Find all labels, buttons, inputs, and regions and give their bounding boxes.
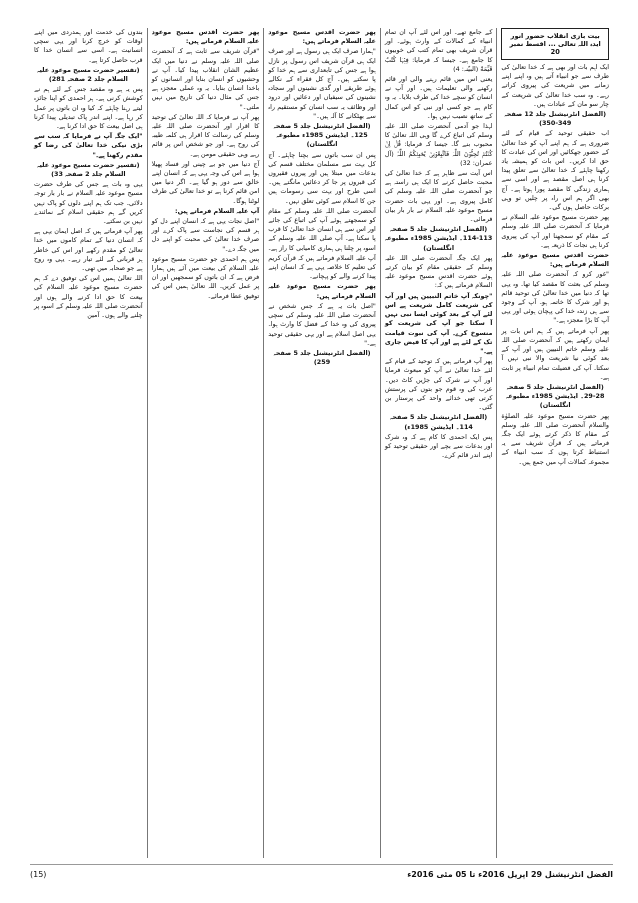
body-paragraph: ﭘﮭﺮ ﺁﭖ ﻓﺮﻣﺎﺗﮯ ﮨﯿﮟ ﮐﮧ ﮨﻢ ﺍﺱ ﺑﺎﺕ ﭘﺮ ﺍﯾﻤﺎﻥ ﺭﮐﮭﺘﮯ ﮨﯿﮟ ﮐﮧ ﺁﻧﺤﻀﺮﺕ ﺻﻠﯽ ﺍﻟﻠﮧ ﻋﻠﯿﮧ ﻭﺳﻠﻢ ﺧﺎﺗﻢ ﺍﻟﻨﺒﯿﯿﻦ ﮨﯿﮟ ﺍﻭﺭ ﺁﭖ ﮐﮯ ﺑﻌﺪ ﮐﻮﺋﯽ ﻧﯿﺎ ﺷﺮﯾﻌﺖ ﻭﺍﻻ ﻧﺒﯽ ﻧﮩﯿﮟ ﺁ ﺳﮑﺘﺎ۔ ﺁﭖ ﮐﯽ ﻓﻀﯿﻠﺖ ﺗﻤﺎﻡ ﺍﻧﺒﯿﺎﺀ ﭘﺮ ﺛﺎﺑﺖ ﮨﮯ۔ xyxy=(501,326,609,381)
article-column-4 xyxy=(147,28,264,858)
quote-paragraph: ﭘﮭﺮ ﺣﻀﺮﺕ ﺍﻗﺪﺱ ﻣﺴﯿﺢ ﻣﻮﻋﻮﺩ ﻋﻠﯿﮧ ﺍﻟﺴﻼﻡ ﻓﺮﻣﺎﺗﮯ ﮨﯿﮟ: xyxy=(268,28,376,46)
column-text xyxy=(385,28,493,460)
quote-paragraph: ﺁﭖ ﻋﻠﯿﮧ ﺍﻟﺴﻼﻡ ﻓﺮﻣﺎﺗﮯ ﮨﯿﮟ: xyxy=(175,206,260,215)
quote-paragraph: ﺣﻀﺮﺕ ﺍﻗﺪﺱ ﻣﺴﯿﺢ ﻣﻮﻋﻮﺩ ﻋﻠﯿﮧ ﺍﻟﺴﻼﻡ ﻓﺮﻣﺎﺗﮯ ﮨﯿﮟ: xyxy=(501,251,609,269)
page-footer xyxy=(30,864,613,881)
body-paragraph: ﺍﯾﮏ ﺍﮨﻢ ﺑﺎﺕ ﺍﻭﺭ ﺑﮭﯽ ﮨﮯ ﮐﮧ ﺧﺪﺍ ﺗﻌﺎﻟﯽٰ ﮐﯽ ﻃﺮﻑ ﺳﮯ ﺟﻮ ﺍﻧﺒﯿﺎﺀ ﺁﺗﮯ ﮨﯿﮟ ﻭﮦ ﺍﭘﻨﮯ ﺍﭘﻨﮯ ﺯﻣﺎﻧﮯ ﻣﯿﮟ ﺷﺮﯾﻌﺖ ﮐﯽ ﭘﯿﺮﻭﯼ ﮐﺮﺍﺗﮯ ﺭﮨﮯ۔ ﻭﮦ ﺳﺐ ﺧﺪﺍ ﺗﻌﺎﻟﯽٰ ﮐﯽ ﺷﺮﯾﻌﺖ ﮐﮯ ﭼﺎﺭ ﺳﻮ ﻣﺎﻥ ﮐﮯ ﻋﺒﺎﺩﺍﺕ ﮨﯿﮟ۔ xyxy=(501,63,609,108)
column-text xyxy=(152,28,260,301)
column-text xyxy=(501,63,609,467)
body-paragraph: ﭘﺲ ﯾﮧ ﮨﮯ ﻭﮦ ﻣﻘﺼﺪ ﺟﺲ ﮐﮯ ﻟﺌﮯ ﮨﻢ ﻧﮯ ﮐﻮﺷﺶ ﮐﺮﻧﯽ ﮨﮯ۔ ﮨﺮ ﺍﺣﻤﺪﯼ ﮐﻮ ﺍﭘﻨﺎ ﺟﺎﺋﺰﮦ ﻟﯿﺘﮯ ﺭﮨﻨﺎ ﭼﺎﮨﺌﮯ ﮐﮧ ﮐﯿﺎ ﻭﮦ ﺍﻥ ﺑﺎﺗﻮﮞ ﭘﺮ ﻋﻤﻞ ﮐﺮ ﺭﮨﺎ ﮨﮯ۔ ﺍﭘﻨﮯ ﺍﻧﺪﺭ ﭘﺎﮎ ﺗﺒﺪﯾﻠﯽ ﭘﯿﺪﺍ ﮐﺮﻧﺎ ﮨﯽ ﺍﺻﻞ ﺑﯿﻌﺖ ﮐﺎ ﺣﻖ ﺍﺩﺍ ﮐﺮﻧﺎ ﮨﮯ۔ xyxy=(34,85,143,131)
reference-citation: (ﺍﻟﻔﻀﻞ ﺍﻧﭩﺮﻧﯿﺸﻨﻞ ﺟﻠﺪ 5 ﺻﻔﺤﮧ 28-29۔ ﺍﯾﮉﯾﺸﻦ 1985ﺀ ﻣﻄﺒﻮﻋﮧ ﺍﻧﮕﻠﺴﺘﺎﻥ) xyxy=(505,382,605,410)
body-paragraph: ﭘﮭﺮ ﺁﭖ ﻓﺮﻣﺎﺗﮯ ﮨﯿﮟ ﮐﮧ ﺍﺻﻞ ﺍﯾﻤﺎﻥ ﯾﮩﯽ ﮨﮯ ﮐﮧ ﺍﻧﺴﺎﻥ ﺩﻧﯿﺎ ﮐﮯ ﺗﻤﺎﻡ ﮐﺎﻣﻮﮞ ﻣﯿﮟ ﺧﺪﺍ ﺗﻌﺎﻟﯽٰ ﮐﻮ ﻣﻘﺪﻡ ﺭﮐﮭﮯ ﺍﻭﺭ ﺍﺱ ﮐﯽ ﺧﺎﻃﺮ ﮨﺮ ﻗﺮﺑﺎﻧﯽ ﮐﮯ ﻟﺌﮯ ﺗﯿﺎﺭ ﺭﮨﮯ۔ ﯾﮩﯽ ﻭﮦ ﺭﻭﺡ ﮨﮯ ﺟﻮ ﺻﺤﺎﺑﮧ ﻣﯿﮟ ﺗﮭﯽ۔ xyxy=(34,227,143,273)
body-paragraph: "ﺍﺻﻞ ﺑﺎﺕ ﯾﮧ ﮨﮯ ﮐﮧ ﺟﺲ ﺷﺨﺺ ﻧﮯ ﺁﻧﺤﻀﺮﺕ ﺻﻠﯽ ﺍﻟﻠﮧ ﻋﻠﯿﮧ ﻭﺳﻠﻢ ﮐﯽ ﺳﭽﯽ ﭘﯿﺮﻭﯼ ﮐﯽ ﻭﮦ ﺧﺪﺍ ﮐﮯ ﻓﻀﻞ ﮐﺎ ﻭﺍﺭﺙ ﮨﻮﺍ۔ ﯾﮩﯽ ﺍﺻﻞ ﺍﺳﻼﻡ ﮨﮯ ﺍﻭﺭ ﯾﮩﯽ ﺣﻘﯿﻘﯽ ﺗﻮﺣﯿﺪ ﮨﮯ۔" xyxy=(268,301,376,347)
body-paragraph: ﭘﮭﺮ ﺁﭖ ﻓﺮﻣﺎﺗﮯ ﮨﯿﮟ ﮐﮧ ﺗﻮﺣﯿﺪ ﮐﮯ ﻗﯿﺎﻡ ﮐﮯ ﻟﺌﮯ ﺧﺪﺍ ﺗﻌﺎﻟﯽٰ ﻧﮯ ﺁﭖ ﮐﻮ ﻣﺒﻌﻮﺙ ﻓﺮﻣﺎﯾﺎ ﺍﻭﺭ ﺁﭖ ﻧﮯ ﺷﺮﮎ ﮐﯽ ﺟﮍﯾﮟ ﮐﺎﭦ ﺩﯾﮟ۔ ﻋﺮﺏ ﮐﯽ ﻭﮦ ﻗﻮﻡ ﺟﻮ ﺑﺘﻮﮞ ﮐﯽ ﭘﺮﺳﺘﺶ ﮐﺮﺗﯽ ﺗﮭﯽ ﺧﺪﺍﺋﮯ ﻭﺍﺣﺪ ﮐﯽ ﭘﺮﺳﺘﺎﺭ ﺑﻦ ﮔﺌﯽ۔ xyxy=(384,357,493,412)
column-text xyxy=(34,28,143,320)
body-paragraph: ﭘﺲ ﺍﻥ ﺳﺐ ﺑﺎﺗﻮﮞ ﺳﮯ ﺑﭽﻨﺎ ﭼﺎﮨﺌﮯ۔ ﺁﺝ ﮐﻞ ﺑﮩﺖ ﺳﮯ ﻣﺴﻠﻤﺎﻥ ﻣﺨﺘﻠﻒ ﻗﺴﻢ ﮐﯽ ﺑﺪﻋﺎﺕ ﻣﯿﮟ ﻣﺒﺘﻼ ﮨﯿﮟ ﺍﻭﺭ ﭘﯿﺮﻭﮞ ﻓﻘﯿﺮﻭﮞ ﮐﯽ ﻗﺒﺮﻭﮞ ﭘﺮ ﺟﺎ ﮐﺮ ﺩﻋﺎﺋﯿﮟ ﻣﺎﻧﮕﺘﮯ ﮨﯿﮟ۔ ﺍﺳﯽ ﻃﺮﺡ ﺍﻭﺭ ﺑﮩﺖ ﺳﯽ ﺭﺳﻮﻣﺎﺕ ﮨﯿﮟ ﺟﻦ ﮐﺎ ﺍﺳﻼﻡ ﺳﮯ ﮐﻮﺋﯽ ﺗﻌﻠﻖ ﻧﮩﯿﮟ۔ xyxy=(268,150,376,205)
article-column-1 xyxy=(496,28,613,858)
body-paragraph: ﺍﺏ ﺣﻘﯿﻘﯽ ﺗﻮﺣﯿﺪ ﮐﮯ ﻗﯿﺎﻡ ﮐﮯ ﻟﺌﮯ ﺿﺮﻭﺭﯼ ﮨﮯ ﮐﮧ ﮨﻢ ﺍﭘﻨﮯ ﺁﭖ ﮐﻮ ﺧﺪﺍ ﺗﻌﺎﻟﯽٰ ﮐﮯ ﺣﻀﻮﺭ ﺟﮭﮑﺎﺋﯿﮟ ﺍﻭﺭ ﺍﺱ ﮐﯽ ﻋﺒﺎﺩﺕ ﮐﺎ ﺣﻖ ﺍﺩﺍ ﮐﺮﯾﮟ۔ ﺍﺱ ﺑﺎﺕ ﮐﻮ ﮨﻤﯿﺸﮧ ﯾﺎﺩ ﺭﮐﮭﻨﺎ ﭼﺎﮨﺌﮯ ﮐﮧ ﺧﺪﺍ ﺗﻌﺎﻟﯽٰ ﺳﮯ ﺗﻌﻠﻖ ﭘﯿﺪﺍ ﮐﺮﻧﺎ ﮨﯽ ﺍﺻﻞ ﻣﻘﺼﺪ ﮨﮯ ﺍﻭﺭ ﺍﺳﯽ ﺳﮯ ﮨﻤﺎﺭﯼ ﺯﻧﺪﮔﯽ ﮐﺎ ﻣﻘﺼﺪ ﭘﻮﺭﺍ ﮨﻮﺗﺎ ﮨﮯ۔ ﺁﺝ ﺑﮭﯽ ﺍﮔﺮ ﮨﻢ ﺍﺱ ﺭﺍﮦ ﭘﺮ ﭼﻠﯿﮟ ﺗﻮ ﻭﮨﯽ ﺑﺮﮐﺎﺕ ﺣﺎﺻﻞ ﮨﻮﮞ ﮔﯽ۔ xyxy=(501,129,609,212)
article-column-3 xyxy=(263,28,380,858)
body-paragraph: ﺍﺱ ﺁﯾﺖ ﺳﮯ ﻇﺎﮨﺮ ﮨﮯ ﮐﮧ ﺧﺪﺍ ﺗﻌﺎﻟﯽٰ ﮐﯽ ﻣﺤﺒﺖ ﺣﺎﺻﻞ ﮐﺮﻧﮯ ﮐﺎ ﺍﯾﮏ ﮨﯽ ﺭﺍﺳﺘﮧ ﮨﮯ ﺟﻮ ﺁﻧﺤﻀﺮﺕ ﺻﻠﯽ ﺍﻟﻠﮧ ﻋﻠﯿﮧ ﻭﺳﻠﻢ ﮐﯽ ﮐﺎﻣﻞ ﭘﯿﺮﻭﯼ ﮨﮯ۔ ﺍﻭﺭ ﯾﮩﯽ ﺑﺎﺕ ﺣﻀﺮﺕ ﻣﺴﯿﺢ ﻣﻮﻋﻮﺩ ﻋﻠﯿﮧ ﺍﻟﺴﻼﻡ ﻧﮯ ﺑﺎﺭ ﺑﺎﺭ ﺑﯿﺎﻥ ﻓﺮﻣﺎﺋﯽ۔ xyxy=(384,169,493,224)
reference-citation: (ﺍﻟﻔﻀﻞ ﺍﻧﭩﺮﻧﯿﺸﻨﻞ ﺟﻠﺪ 5 ﺻﻔﺤﮧ 114۔ ﺍﯾﮉﯾﺸﻦ 1985ﺀ) xyxy=(390,413,488,431)
body-paragraph: ﻟﮩﺬﺍ ﺟﻮ ﺁﺩﻣﯽ ﺁﻧﺤﻀﺮﺕ ﺻﻠﯽ ﺍﻟﻠﮧ ﻋﻠﯿﮧ ﻭﺳﻠﻢ ﮐﯽ ﺍﺗﺒﺎﻉ ﮐﺮﮮ ﮔﺎ ﻭﮨﯽ ﺍﻟﻠﮧ ﺗﻌﺎﻟﯽٰ ﮐﺎ ﻣﺤﺒﻮﺏ ﺑﻨﮯ ﮔﺎ۔ ﺟﯿﺴﺎ ﮐﮧ ﻓﺮﻣﺎﯾﺎ: ﻗُﻞۡ ﺍِﻥۡ ﮐُﻨۡﺘُﻢۡ ﺗُﺤِﺒُّﻮۡﻥَ ﺍﻟﻠّٰﮧَ ﻓَﺎﺗَّﺒِﻌُﻮۡﻧِﯽۡ ﯾُﺤۡﺒِﺒۡﮑُﻢُ ﺍﻟﻠّٰﮧُ (ﺁﻝ ﻋﻤﺮﺍﻥ: 32) xyxy=(384,122,493,167)
article-column-5 xyxy=(30,28,147,858)
body-paragraph: ﯾﮩﯽ ﻭﮦ ﺑﺎﺕ ﮨﮯ ﺟﺲ ﮐﯽ ﻃﺮﻑ ﺣﻀﺮﺕ ﻣﺴﯿﺢ ﻣﻮﻋﻮﺩ ﻋﻠﯿﮧ ﺍﻟﺴﻼﻡ ﻧﮯ ﺑﺎﺭ ﺑﺎﺭ ﺗﻮﺟﮧ ﺩﻻﺋﯽ۔ ﺟﺐ ﺗﮏ ﮨﻢ ﺍﭘﻨﮯ ﺩﻟﻮﮞ ﮐﻮ ﭘﺎﮎ ﻧﮩﯿﮟ ﮐﺮﯾﮟ ﮔﮯ ﮨﻢ ﺣﻘﯿﻘﯽ ﺍﺳﻼﻡ ﮐﮯ ﻧﻤﺎﺋﻨﺪﮮ ﻧﮩﯿﮟ ﺑﻦ ﺳﮑﺘﮯ۔ xyxy=(34,180,143,226)
quote-paragraph: "ﭼﻮﻧﮑﮧ ﺁﭖ ﺧﺎﺗﻢ ﺍﻟﻨﺒﯿﯿﻦ ﮨﯿﮟ ﺍﻭﺭ ﺁﭖ ﮐﯽ ﺷﺮﯾﻌﺖ ﮐﺎﻣﻞ ﺷﺮﯾﻌﺖ ﮨﮯ ﺍﺱ ﻟﺌﮯ ﺁﭖ ﮐﮯ ﺑﻌﺪ ﮐﻮﺋﯽ ﺍﯾﺴﺎ ﻧﺒﯽ ﻧﮩﯿﮟ ﺁ ﺳﮑﺘﺎ ﺟﻮ ﺁﭖ ﮐﯽ ﺷﺮﯾﻌﺖ ﮐﻮ ﻣﻨﺴﻮﺥ ﮐﺮﮮ۔ ﺁﭖ ﮐﯽ ﻧﺒﻮﺕ ﻗﯿﺎﻣﺖ ﺗﮏ ﮐﮯ ﻟﺌﮯ ﮨﮯ ﺍﻭﺭ ﺁﭖ ﮐﺎ ﻓﯿﺾ ﺟﺎﺭﯼ ﮨﮯ۔" xyxy=(384,291,493,355)
body-paragraph: ﺑﻨﺪﻭﮞ ﮐﯽ ﺧﺪﻣﺖ ﺍﻭﺭ ﮨﻤﺪﺭﺩﯼ ﻣﯿﮟ ﺍﭘﻨﮯ ﺍﻭﻗﺎﺕ ﮐﻮ ﺧﺮﭺ ﮐﺮﻧﺎ ﺍﻭﺭ ﯾﮩﯽ ﺳﭽﯽ ﺍﻧﺴﺎﻧﯿﺖ ﮨﮯ۔ ﺍﺳﯽ ﺳﮯ ﺍﻧﺴﺎﻥ ﺧﺪﺍ ﮐﺎ ﻗﺮﺏ ﺣﺎﺻﻞ ﮐﺮﺗﺎ ﮨﮯ۔ xyxy=(34,28,143,64)
reference-citation: (ﺍﻟﻔﻀﻞ ﺍﻧﭩﺮﻧﯿﺸﻨﻞ ﺟﻠﺪ 5 ﺻﻔﺤﮧ 125۔ ﺍﯾﮉﯾﺸﻦ 1985ﺀ ﻣﻄﺒﻮﻋﮧ ﺍﻧﮕﻠﺴﺘﺎﻥ) xyxy=(273,122,371,149)
reference-citation: (ﺍﻟﻔﻀﻞ ﺍﻧﭩﺮﻧﯿﺸﻨﻞ ﺟﻠﺪ 5 ﺻﻔﺤﮧ 259) xyxy=(273,348,371,367)
body-paragraph: ﭘﮭﺮ ﺍﯾﮏ ﺟﮕﮧ ﺁﻧﺤﻀﺮﺕ ﺻﻠﯽ ﺍﻟﻠﮧ ﻋﻠﯿﮧ ﻭﺳﻠﻢ ﮐﮯ ﺣﻘﯿﻘﯽ ﻣﻘﺎﻡ ﮐﻮ ﺑﯿﺎﻥ ﮐﺮﺗﮯ ﮨﻮﺋﮯ ﺣﻀﺮﺕ ﺍﻗﺪﺱ ﻣﺴﯿﺢ ﻣﻮﻋﻮﺩ ﻋﻠﯿﮧ ﺍﻟﺴﻼﻡ ﻓﺮﻣﺎﺗﮯ ﮨﯿﮟ ﮐﮧ: xyxy=(384,253,493,290)
newspaper-page xyxy=(30,28,613,879)
body-paragraph: ﮐﮯ ﺟﺎﻣﻊ ﺗﮭﮯ۔ ﺍﻭﺭ ﺍﺱ ﻟﺌﮯ ﺁﭖ ﺍﻥ ﺗﻤﺎﻡ ﺍﻧﺒﯿﺎﺀ ﮐﮯ ﮐﻤﺎﻻﺕ ﮐﮯ ﻭﺍﺭﺙ ﮨﻮﺋﮯ۔ ﺍﻭﺭ ﻗﺮﺁﻥ ﺷﺮﯾﻒ ﺑﮭﯽ ﺗﻤﺎﻡ ﮐﺘﺐ ﮐﯽ ﺧﻮﺑﯿﻮﮞ ﮐﺎ ﺟﺎﻣﻊ ﮨﮯ۔ ﺟﯿﺴﺎ ﮐﮧ ﻓﺮﻣﺎﯾﺎ: ﻓِﯿۡﮩَﺎ ﮐُﺘُﺐٌ ﻗَﯿِّﻤَﺔٌ (ﺍﻟﺒﯿّﻨﮧ: 4) xyxy=(384,28,493,73)
reference-citation: (ﺍﻟﻔﻀﻞ ﺍﻧﭩﺮﻧﯿﺸﻨﻞ ﺟﻠﺪ 12 ﺻﻔﺤﮧ 349-350) xyxy=(504,110,606,128)
body-paragraph: "ﻏﻮﺭ ﮐﺮﻭ ﮐﮧ ﺁﻧﺤﻀﺮﺕ ﺻﻠﯽ ﺍﻟﻠﮧ ﻋﻠﯿﮧ ﻭﺳﻠﻢ ﮐﯽ ﺑﻌﺜﺖ ﮐﺎ ﻣﻘﺼﺪ ﮐﯿﺎ ﺗﮭﺎ۔ ﻭﮦ ﯾﮩﯽ ﺗﮭﺎ ﮐﮧ ﺩﻧﯿﺎ ﻣﯿﮟ ﺧﺪﺍ ﺗﻌﺎﻟﯽٰ ﮐﯽ ﺗﻮﺣﯿﺪ ﻗﺎﺋﻢ ﮨﻮ ﺍﻭﺭ ﺷﺮﮎ ﮐﺎ ﺧﺎﺗﻤﮧ ﮨﻮ۔ ﺁﭖ ﮐﮯ ﻭﺟﻮﺩ ﺳﮯ ﮨﯽ ﺯﻧﺪﮦ ﺧﺪﺍ ﮐﯽ ﭘﮩﭽﺎﻥ ﮨﻮﺋﯽ ﺍﻭﺭ ﯾﮩﯽ ﺁﭖ ﮐﺎ ﺑﮍﺍ ﻣﻌﺠﺰﮦ ﮨﮯ۔" xyxy=(501,270,609,325)
body-paragraph: ﭘﮭﺮ ﺁﭖ ﻧﮯ ﻓﺮﻣﺎﯾﺎ ﮐﮧ ﺍﻟﻠﮧ ﺗﻌﺎﻟﯽٰ ﮐﯽ ﺗﻮﺣﯿﺪ ﮐﺎ ﺍﻗﺮﺍﺭ ﺍﻭﺭ ﺁﻧﺤﻀﺮﺕ ﺻﻠﯽ ﺍﻟﻠﮧ ﻋﻠﯿﮧ ﻭﺳﻠﻢ ﮐﯽ ﺭﺳﺎﻟﺖ ﮐﺎ ﺍﻗﺮﺍﺭ ﮨﯽ ﮐﻠﻤﮧ ﻃﯿﺒﮧ ﮐﯽ ﺭﻭﺡ ﮨﮯ۔ ﺍﻭﺭ ﺟﻮ ﺷﺨﺺ ﺍﺱ ﭘﺮ ﻗﺎﺋﻢ ﺭﮨﮯ ﻭﮨﯽ ﺣﻘﯿﻘﯽ ﻣﻮﻣﻦ ﮨﮯ۔ xyxy=(151,112,260,158)
quote-paragraph: "ﺍﯾﮏ ﺟﮕﮧ ﺁﭖ ﻧﮯ ﻓﺮﻣﺎﯾﺎ ﮐﮧ ﺳﺐ ﺳﮯ ﺑﮍﯼ ﻧﯿﮑﯽ ﺧﺪﺍ ﺗﻌﺎﻟﯽٰ ﮐﯽ ﺭﺿﺎ ﮐﻮ ﻣﻘﺪﻡ ﺭﮐﮭﻨﺎ ﮨﮯ۔" xyxy=(34,132,143,159)
article-columns xyxy=(30,28,613,858)
quote-paragraph: ﭘﮭﺮ ﺣﻀﺮﺕ ﺍﻗﺪﺱ ﻣﺴﯿﺢ ﻣﻮﻋﻮﺩ ﻋﻠﯿﮧ ﺍﻟﺴﻼﻡ ﻓﺮﻣﺎﺗﮯ ﮨﯿﮟ: xyxy=(151,28,260,46)
reference-citation: (ﺍﻟﻔﻀﻞ ﺍﻧﭩﺮﻧﯿﺸﻨﻞ ﺟﻠﺪ 5 ﺻﻔﺤﮧ 113-114۔ ﺍﯾﮉﯾﺸﻦ 1985ﺀ ﻣﻄﺒﻮﻋﮧ ﺍﻧﮕﻠﺴﺘﺎﻥ) xyxy=(384,225,493,252)
body-paragraph: ﺁﻧﺤﻀﺮﺕ ﺻﻠﯽ ﺍﻟﻠﮧ ﻋﻠﯿﮧ ﻭﺳﻠﻢ ﮐﮯ ﻣﻘﺎﻡ ﮐﻮ ﺳﻤﺠﮭﺘﮯ ﮨﻮﺋﮯ ﺁﭖ ﮐﯽ ﺍﺗﺒﺎﻉ ﮐﯽ ﺟﺎﺋﮯ ﺍﻭﺭ ﺍﺱ ﺳﮯ ﮨﯽ ﺍﻧﺴﺎﻥ ﺧﺪﺍ ﺗﻌﺎﻟﯽٰ ﮐﺎ ﻗﺮﺏ ﭘﺎ ﺳﮑﺘﺎ ﮨﮯ۔ ﺁﭖ ﺻﻠﯽ ﺍﻟﻠﮧ ﻋﻠﯿﮧ ﻭﺳﻠﻢ ﮐﮯ ﺍﺳﻮﮦ ﭘﺮ ﭼﻠﻨﺎ ﮨﯽ ﮨﻤﺎﺭﯼ ﮐﺎﻣﯿﺎﺑﯽ ﮐﺎ ﺭﺍﺯ ﮨﮯ۔ xyxy=(268,206,376,252)
body-paragraph: "ﺍﺻﻞ ﻧﺠﺎﺕ ﯾﮩﯽ ﮨﮯ ﮐﮧ ﺍﻧﺴﺎﻥ ﺍﭘﻨﮯ ﺩﻝ ﮐﻮ ﮨﺮ ﻗﺴﻢ ﮐﯽ ﻧﺠﺎﺳﺖ ﺳﮯ ﭘﺎﮎ ﮐﺮﮮ ﺍﻭﺭ ﺻﺮﻑ ﺧﺪﺍ ﺗﻌﺎﻟﯽٰ ﮐﯽ ﻣﺤﺒﺖ ﮐﻮ ﺍﭘﻨﮯ ﺩﻝ ﻣﯿﮟ ﺟﮕﮧ ﺩﮮ۔" xyxy=(151,217,260,253)
body-paragraph: ﭘﺲ ﮨﻢ ﺍﺣﻤﺪﯼ ﺟﻮ ﺣﻀﺮﺕ ﻣﺴﯿﺢ ﻣﻮﻋﻮﺩ ﻋﻠﯿﮧ ﺍﻟﺴﻼﻡ ﮐﯽ ﺑﯿﻌﺖ ﻣﯿﮟ ﺁﺋﮯ ﮨﯿﮟ ﮨﻤﺎﺭﺍ ﻓﺮﺽ ﮨﮯ ﮐﮧ ﺍﻥ ﺑﺎﺗﻮﮞ ﮐﻮ ﺳﻤﺠﮭﯿﮟ ﺍﻭﺭ ﺍﻥ ﭘﺮ ﻋﻤﻞ ﮐﺮﯾﮟ۔ ﺍﻟﻠﮧ ﺗﻌﺎﻟﯽٰ ﮨﻤﯿﮟ ﺍﺱ ﮐﯽ ﺗﻮﻓﯿﻖ ﻋﻄﺎ ﻓﺮﻣﺎﺋﮯ۔ xyxy=(151,254,260,300)
body-paragraph: ﺁﺝ ﺩﻧﯿﺎ ﻣﯿﮟ ﺟﻮ ﺑﮯ ﭼﯿﻨﯽ ﺍﻭﺭ ﻓﺴﺎﺩ ﭘﮭﯿﻼ ﮨﻮﺍ ﮨﮯ ﺍﺱ ﮐﯽ ﻭﺟﮧ ﯾﮩﯽ ﮨﮯ ﮐﮧ ﺍﻧﺴﺎﻥ ﺍﭘﻨﮯ ﺧﺎﻟﻖ ﺳﮯ ﺩﻭﺭ ﮨﻮ ﮔﯿﺎ ﮨﮯ۔ ﺍﮔﺮ ﺩﻧﯿﺎ ﻣﯿﮟ ﺍﻣﻦ ﻗﺎﺋﻢ ﮐﺮﻧﺎ ﮨﮯ ﺗﻮ ﺧﺪﺍ ﺗﻌﺎﻟﯽٰ ﮐﯽ ﻃﺮﻑ ﻟﻮﭨﻨﺎ ﮨﻮﮔﺎ۔ xyxy=(151,159,260,205)
body-paragraph: ﺁﭖ ﻋﻠﯿﮧ ﺍﻟﺴﻼﻡ ﻓﺮﻣﺎﺗﮯ ﮨﯿﮟ ﮐﮧ ﻗﺮﺁﻥ ﮐﺮﯾﻢ ﮐﯽ ﺗﻌﻠﯿﻢ ﮐﺎ ﺧﻼﺻﮧ ﯾﮩﯽ ﮨﮯ ﮐﮧ ﺍﻧﺴﺎﻥ ﺍﭘﻨﮯ ﭘﯿﺪﺍ ﮐﺮﻧﮯ ﻭﺍﻟﮯ ﮐﻮ ﭘﮩﭽﺎﻧﮯ۔ xyxy=(268,253,376,281)
series-heading: ﺑﯿﺖ ﺑﺎﺯﯼ ﺍﻧﻘﻼﺏ ﺣﻀﻮﺭ ﺍﻧﻮﺭ ﺍﯾﺪﮦ ﺍﻟﻠﮧ ﺗﻌﺎﻟﯽ ... ﺍﻗﺴﻂ ﻧﻤﺒﺮ 20 xyxy=(509,32,601,56)
column-text xyxy=(268,28,376,367)
series-heading-box xyxy=(501,28,609,60)
body-paragraph: ﭘﮭﺮ ﺣﻀﺮﺕ ﻣﺴﯿﺢ ﻣﻮﻋﻮﺩ ﻋﻠﯿﮧ ﺍﻟﺴﻼﻡ ﻧﮯ ﻓﺮﻣﺎﯾﺎ ﮐﮧ ﺁﻧﺤﻀﺮﺕ ﺻﻠﯽ ﺍﻟﻠﮧ ﻋﻠﯿﮧ ﻭﺳﻠﻢ ﮐﮯ ﻣﻘﺎﻡ ﮐﻮ ﺳﻤﺠﮭﻨﺎ ﺍﻭﺭ ﺁﭖ ﮐﯽ ﭘﯿﺮﻭﯼ ﮐﺮﻧﺎ ﮨﯽ ﻧﺠﺎﺕ ﮐﺎ ﺫﺭﯾﻌﮧ ﮨﮯ۔ xyxy=(501,213,609,249)
reference-citation: (ﺗﻔﺴﯿﺮ ﺣﻀﺮﺕ ﻣﺴﯿﺢ ﻣﻮﻋﻮﺩ ﻋﻠﯿﮧ ﺍﻟﺴﻼﻡ ﺟﻠﺪ 2 ﺻﻔﺤﮧ 281) xyxy=(37,65,140,84)
quote-paragraph: ﭘﮭﺮ ﺣﻀﺮﺕ ﻣﺴﯿﺢ ﻣﻮﻋﻮﺩ ﻋﻠﯿﮧ ﺍﻟﺴﻼﻡ ﻓﺮﻣﺎﺗﮯ ﮨﯿﮟ: xyxy=(268,282,376,300)
body-paragraph: ﺍﻟﻠﮧ ﺗﻌﺎﻟﯽٰ ﮨﻤﯿﮟ ﺍﺱ ﮐﯽ ﺗﻮﻓﯿﻖ ﺩﮮ ﮐﮧ ﮨﻢ ﺣﻀﺮﺕ ﻣﺴﯿﺢ ﻣﻮﻋﻮﺩ ﻋﻠﯿﮧ ﺍﻟﺴﻼﻡ ﮐﯽ ﺑﯿﻌﺖ ﮐﺎ ﺣﻖ ﺍﺩﺍ ﮐﺮﻧﮯ ﻭﺍﻟﮯ ﮨﻮﮞ ﺍﻭﺭ ﺁﻧﺤﻀﺮﺕ ﺻﻠﯽ ﺍﻟﻠﮧ ﻋﻠﯿﮧ ﻭﺳﻠﻢ ﮐﮯ ﺍﺳﻮﮦ ﭘﺮ ﭼﻠﻨﮯ ﻭﺍﻟﮯ ﮨﻮﮞ۔ ﺁﻣﯿﻦ xyxy=(34,274,143,320)
page-number: (15) xyxy=(30,869,47,879)
body-paragraph: ﯾﻌﻨﯽ ﺍﺱ ﻣﯿﮟ ﻗﺎﺋﻢ ﺭﮨﻨﮯ ﻭﺍﻟﯽ ﺍﻭﺭ ﻗﺎﺋﻢ ﺭﮐﮭﻨﮯ ﻭﺍﻟﯽ ﺗﻌﻠﯿﻤﺎﺕ ﮨﯿﮟ۔ ﺍﻭﺭ ﺁﭖ ﻧﮯ ﺍﻧﺴﺎﻥ ﮐﻮ ﺳﭽﮯ ﺧﺪﺍ ﮐﯽ ﻃﺮﻑ ﺑﻼﯾﺎ۔ ﯾﮧ ﻭﮦ ﮐﺎﻡ ﮨﮯ ﺟﻮ ﮐﺴﯽ ﺍﻭﺭ ﻧﺒﯽ ﮐﻮ ﺍﺱ ﮐﻤﺎﻝ ﮐﮯ ﺳﺎﺗﮫ ﻧﺼﯿﺐ ﻧﮩﯿﮟ ﮨﻮﺍ۔ xyxy=(384,75,493,120)
article-column-2 xyxy=(380,28,497,858)
body-paragraph: "ﻗﺮﺁﻥ ﺷﺮﯾﻒ ﺳﮯ ﺛﺎﺑﺖ ﮨﮯ ﮐﮧ ﺁﻧﺤﻀﺮﺕ ﺻﻠﯽ ﺍﻟﻠﮧ ﻋﻠﯿﮧ ﻭﺳﻠﻢ ﻧﮯ ﺩﻧﯿﺎ ﻣﯿﮟ ﺍﯾﮏ ﻋﻈﯿﻢ ﺍﻟﺸﺎﻥ ﺍﻧﻘﻼﺏ ﭘﯿﺪﺍ ﮐﯿﺎ۔ ﺁﭖ ﻧﮯ ﻭﺣﺸﯿﻮﮞ ﮐﻮ ﺍﻧﺴﺎﻥ ﺑﻨﺎﯾﺎ ﺍﻭﺭ ﺍﻧﺴﺎﻧﻮﮞ ﮐﻮ ﺑﺎﺧﺪﺍ ﺍﻧﺴﺎﻥ ﺑﻨﺎﯾﺎ۔ ﯾﮧ ﻭﮦ ﻋﻤﻠﯽ ﻣﻌﺠﺰﮦ ﮨﮯ ﺟﺲ ﮐﯽ ﻣﺜﺎﻝ ﺩﻧﯿﺎ ﮐﯽ ﺗﺎﺭﯾﺦ ﻣﯿﮟ ﻧﮩﯿﮟ ﻣﻠﺘﯽ۔" xyxy=(151,47,260,111)
newspaper-masthead: ﺍﻟﻔﻀﻞ ﺍﻧﭩﺮﻧﯿﺸﻨﻞ 29 ﺍﭘﺮﯾﻞ 2016ﺀ ﺗﺎ 05 ﻣﺌﯽ 2016ﺀ xyxy=(407,869,613,879)
reference-citation: (ﺗﻔﺴﯿﺮ ﺣﻀﺮﺕ ﻣﺴﯿﺢ ﻣﻮﻋﻮﺩ ﻋﻠﯿﮧ ﺍﻟﺴﻼﻡ ﺟﻠﺪ 2 ﺻﻔﺤﮧ 33) xyxy=(37,160,140,179)
body-paragraph: ﭘﺲ ﺍﯾﮏ ﺍﺣﻤﺪﯼ ﮐﺎ ﮐﺎﻡ ﮨﮯ ﮐﮧ ﻭﮦ ﺷﺮﮎ ﺍﻭﺭ ﺑﺪﻋﺎﺕ ﺳﮯ ﺑﭽﮯ ﺍﻭﺭ ﺣﻘﯿﻘﯽ ﺗﻮﺣﯿﺪ ﮐﻮ ﺍﭘﻨﮯ ﺍﻧﺪﺭ ﻗﺎﺋﻢ ﮐﺮﮮ۔ xyxy=(384,432,493,460)
body-paragraph: "ﮨﻤﺎﺭﺍ ﺻﺮﻑ ﺍﯾﮏ ﮨﯽ ﺭﺳﻮﻝ ﮨﮯ ﺍﻭﺭ ﺻﺮﻑ ﺍﯾﮏ ﮨﯽ ﻗﺮﺁﻥ ﺷﺮﯾﻒ ﺍﺱ ﺭﺳﻮﻝ ﭘﺮ ﻧﺎﺯﻝ ﮨﻮﺍ ﮨﮯ ﺟﺲ ﮐﯽ ﺗﺎﺑﻌﺪﺍﺭﯼ ﺳﮯ ﮨﻢ ﺧﺪﺍ ﮐﻮ ﭘﺎ ﺳﮑﺘﮯ ﮨﯿﮟ۔ ﺁﺝ ﮐﻞ ﻓﻘﺮﺍﺀ ﮐﮯ ﻧﮑﺎﻟﮯ ﮨﻮﺋﮯ ﻃﺮﯾﻘﮯ ﺍﻭﺭ ﮔﺪﯼ ﻧﺸﯿﻨﻮﮞ ﺍﻭﺭ ﺳﺠﺎﺩﮦ ﻧﺸﯿﻨﻮﮞ ﮐﯽ ﺳﯿﻔﯿﺎﮞ ﺍﻭﺭ ﺩﻋﺎﺋﯿﮟ ﺍﻭﺭ ﺩﺭﻭﺩ ﺍﻭﺭ ﻭﻇﺎﺋﻒ ﯾﮧ ﺳﺐ ﺍﻧﺴﺎﻥ ﮐﻮ ﻣﺴﺘﻘﯿﻢ ﺭﺍﮦ ﺳﮯ ﺑﮭﭩﮑﺎﻧﮯ ﮐﺎ ﺁﻟﮧ ﮨﯿﮟ۔" xyxy=(268,47,376,120)
body-paragraph: ﭘﮭﺮ ﺣﻀﺮﺕ ﻣﺴﯿﺢ ﻣﻮﻋﻮﺩ ﻋﻠﯿﮧ ﺍﻟﺼﻠﻮٰﺓ ﻭﺍﻟﺴﻼﻡ ﺁﻧﺤﻀﺮﺕ ﺻﻠﯽ ﺍﻟﻠﮧ ﻋﻠﯿﮧ ﻭﺳﻠﻢ ﮐﮯ ﻣﻘﺎﻡ ﮐﺎ ﺫﮐﺮ ﮐﺮﺗﮯ ﮨﻮﺋﮯ ﺍﯾﮏ ﺟﮕﮧ ﻓﺮﻣﺎﺗﮯ ﮨﯿﮟ ﮐﮧ ﻗﺮﺁﻥ ﺷﺮﯾﻒ ﺳﮯ ﯾﮧ ﺍﺳﺘﻨﺒﺎﻁ ﮐﺮﺗﺎ ﮨﻮﮞ ﮐﮧ ﺳﺐ ﺍﻧﺒﯿﺎﺀ ﮐﮯ ﻣﺠﻤﻮﻋﮧ ﮐﻤﺎﻻﺕ ﺁﭖ ﻣﯿﮟ ﺟﻤﻊ ﮨﯿﮟ۔ xyxy=(501,411,609,466)
